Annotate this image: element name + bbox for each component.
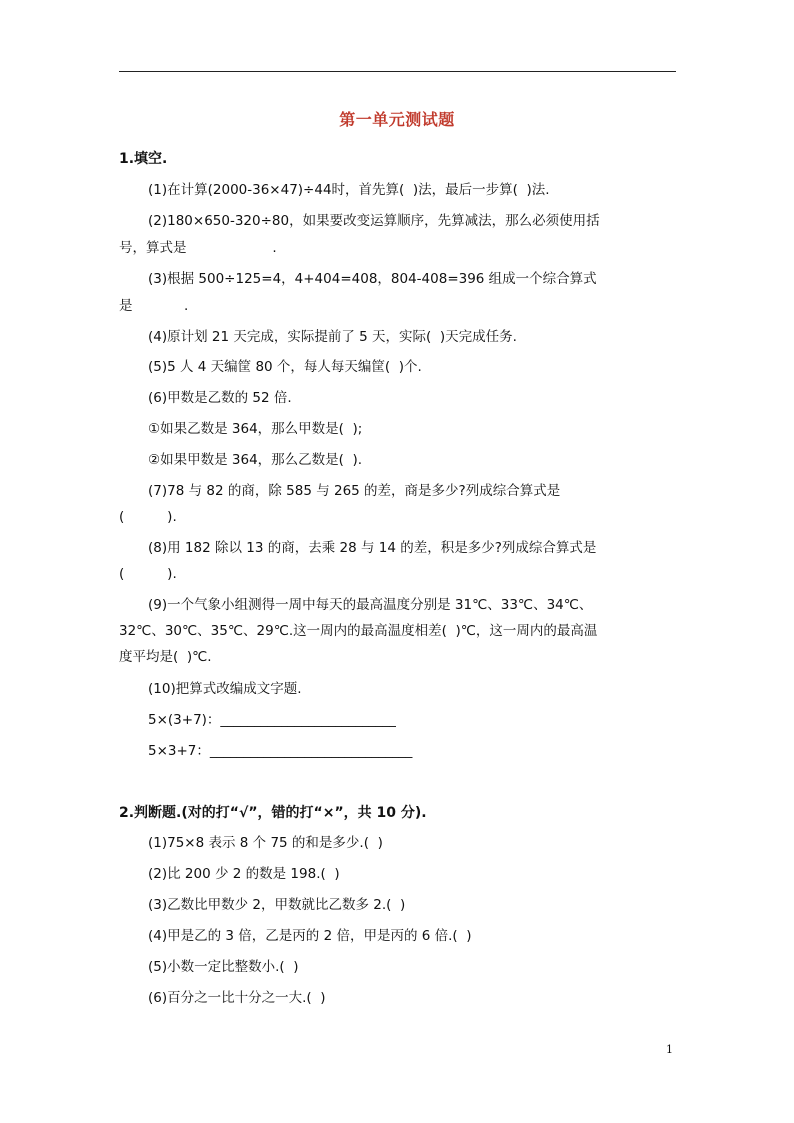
answer-blank-line: 5×(3+7)：__________________________ bbox=[148, 712, 396, 728]
question-line: ( ). bbox=[119, 509, 177, 525]
question-line: (5)小数一定比整数小.( ) bbox=[148, 959, 299, 975]
question-line: (1)在计算(2000-36×47)÷44时，首先算( )法，最后一步算( )法. bbox=[148, 182, 550, 198]
question-line: (6)百分之一比十分之一大.( ) bbox=[148, 990, 326, 1006]
question-line: 度平均是( )℃. bbox=[119, 649, 212, 665]
question-line: (10)把算式改编成文字题. bbox=[148, 681, 302, 697]
question-line: (6)甲数是乙数的 52 倍. bbox=[148, 390, 292, 406]
question-line: 号，算式是 . bbox=[119, 240, 277, 256]
question-line: 是 . bbox=[119, 298, 189, 314]
header-rule bbox=[119, 71, 676, 72]
question-line: 32℃、30℃、35℃、29℃.这一周内的最高温度相差( )℃，这一周内的最高温 bbox=[119, 623, 598, 639]
question-line: ①如果乙数是 364，那么甲数是( ); bbox=[148, 421, 363, 437]
question-line: (4)原计划 21 天完成，实际提前了 5 天，实际( )天完成任务. bbox=[148, 329, 517, 345]
question-line: ②如果甲数是 364，那么乙数是( ). bbox=[148, 452, 363, 468]
question-line: (5)5 人 4 天编筐 80 个，每人每天编筐( )个. bbox=[148, 359, 422, 375]
question-line: (9)一个气象小组测得一周中每天的最高温度分别是 31℃、33℃、34℃、 bbox=[148, 597, 593, 613]
question-line: (7)78 与 82 的商，除 585 与 265 的差，商是多少?列成综合算式是 bbox=[148, 483, 561, 499]
question-line: (2)比 200 少 2 的数是 198.( ) bbox=[148, 866, 340, 882]
section-heading-fill-blank: 1.填空. bbox=[119, 151, 168, 167]
page-number: 1 bbox=[666, 1043, 673, 1056]
question-line: (2)180×650-320÷80，如果要改变运算顺序，先算减法，那么必须使用括 bbox=[148, 213, 600, 229]
question-line: (8)用 182 除以 13 的商，去乘 28 与 14 的差，积是多少?列成综合算式是 bbox=[148, 540, 597, 556]
question-line: (4)甲是乙的 3 倍，乙是丙的 2 倍，甲是丙的 6 倍.( ) bbox=[148, 928, 472, 944]
page-title: 第一单元测试题 bbox=[339, 110, 455, 129]
question-line: (1)75×8 表示 8 个 75 的和是多少.( ) bbox=[148, 835, 383, 851]
answer-blank-line: 5×3+7：______________________________ bbox=[148, 743, 413, 759]
question-line: (3)乙数比甲数少 2，甲数就比乙数多 2.( ) bbox=[148, 897, 406, 913]
question-line: ( ). bbox=[119, 566, 177, 582]
section-heading-true-false: 2.判断题.(对的打“√”，错的打“×”，共 10 分). bbox=[119, 805, 427, 821]
question-line: (3)根据 500÷125=4，4+404=408，804-408=396 组成一个综合算式 bbox=[148, 271, 597, 287]
